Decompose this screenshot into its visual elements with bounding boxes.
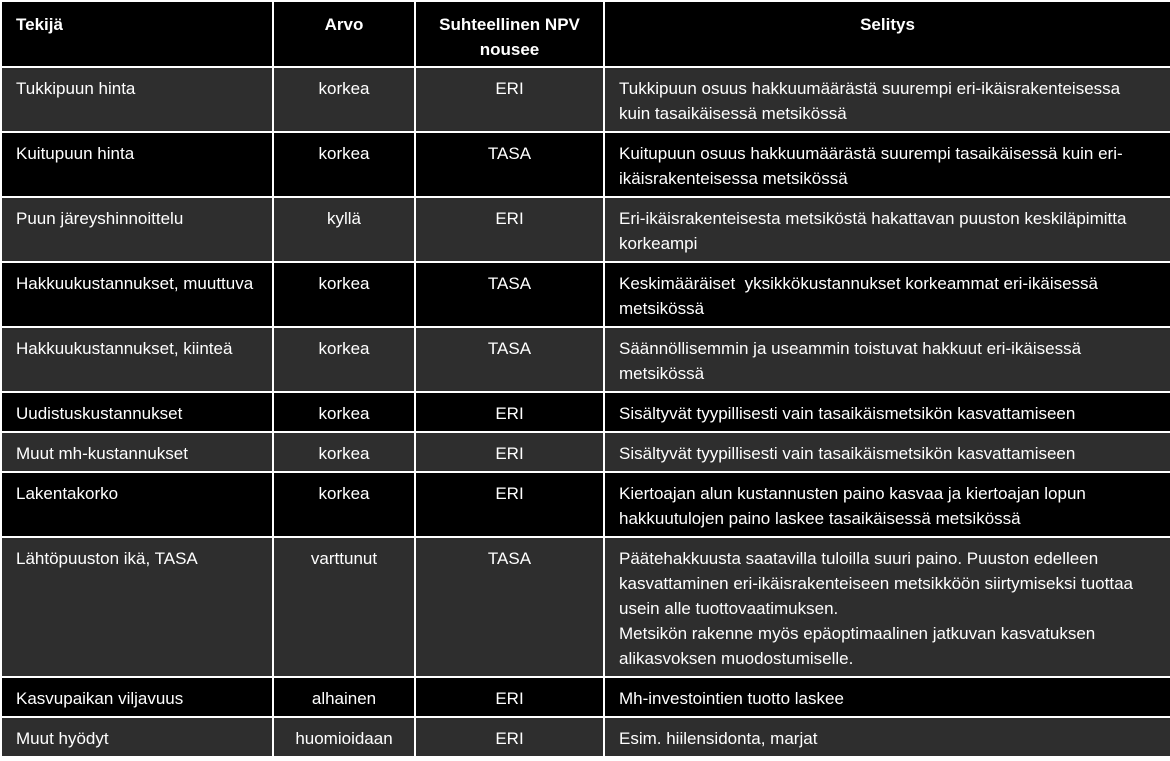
header-row [1,1,1170,67]
cell-arvo: korkea [273,327,415,392]
table-row [1,432,1170,472]
table-row [1,717,1170,757]
cell-npv: TASA [415,327,604,392]
cell-tekija: Puun järeyshinnoittelu [1,197,273,262]
cell-npv: ERI [415,197,604,262]
table-row [1,472,1170,537]
cell-selitys: Eri-ikäisrakenteisesta metsiköstä hakattavan puuston keskiläpimitta korkeampi [604,197,1170,262]
cell-selitys: Sisältyvät tyypillisesti vain tasaikäismetsikön kasvattamiseen [604,392,1170,432]
cell-selitys: Säännöllisemmin ja useammin toistuvat hakkuut eri-ikäisessä metsikössä [604,327,1170,392]
header-tekija: Tekijä [1,1,273,67]
cell-arvo: kyllä [273,197,415,262]
cell-arvo: korkea [273,432,415,472]
cell-npv: ERI [415,392,604,432]
cell-selitys: Kuitupuun osuus hakkuumäärästä suurempi tasaikäisessä kuin eri-ikäisrakenteisessa metsikössä [604,132,1170,197]
table-row [1,392,1170,432]
cell-tekija: Tukkipuun hinta [1,67,273,132]
table-row [1,197,1170,262]
cell-tekija: Kuitupuun hinta [1,132,273,197]
cell-npv: ERI [415,432,604,472]
cell-tekija: Muut mh-kustannukset [1,432,273,472]
cell-npv: ERI [415,472,604,537]
table-row [1,537,1170,677]
cell-selitys: Sisältyvät tyypillisesti vain tasaikäismetsikön kasvattamiseen [604,432,1170,472]
cell-arvo: korkea [273,132,415,197]
cell-tekija: Lähtöpuuston ikä, TASA [1,537,273,677]
header-npv: Suhteellinen NPV nousee [415,1,604,67]
cell-selitys: Päätehakkuusta saatavilla tuloilla suuri paino. Puuston edelleen kasvattaminen eri-ikäisrakenteiseen metsikköön siirtymiseksi tuottaa usein alle tuottovaatimuksen. Metsikön rakenne myös epäoptimaalinen jatkuvan kasvatuksen alikasvoksen muodostumiselle. [604,537,1170,677]
cell-selitys: Mh-investointien tuotto laskee [604,677,1170,717]
cell-tekija: Hakkuukustannukset, muuttuva [1,262,273,327]
cell-tekija: Kasvupaikan viljavuus [1,677,273,717]
cell-tekija: Lakentakorko [1,472,273,537]
table-row [1,132,1170,197]
table-row [1,327,1170,392]
cell-selitys: Tukkipuun osuus hakkuumäärästä suurempi eri-ikäisrakenteisessa kuin tasaikäisessä metsikössä [604,67,1170,132]
cell-tekija: Uudistuskustannukset [1,392,273,432]
cell-npv: TASA [415,132,604,197]
cell-selitys: Kiertoajan alun kustannusten paino kasvaa ja kiertoajan lopun hakkuutulojen paino laskee tasaikäisessä metsikössä [604,472,1170,537]
header-arvo: Arvo [273,1,415,67]
table-row [1,67,1170,132]
cell-arvo: korkea [273,392,415,432]
cell-arvo: huomioidaan [273,717,415,757]
cell-arvo: korkea [273,472,415,537]
cell-npv: ERI [415,67,604,132]
cell-arvo: varttunut [273,537,415,677]
cell-tekija: Muut hyödyt [1,717,273,757]
cell-npv: TASA [415,262,604,327]
cell-npv: ERI [415,717,604,757]
cell-npv: ERI [415,677,604,717]
table-row [1,262,1170,327]
cell-npv: TASA [415,537,604,677]
cell-arvo: alhainen [273,677,415,717]
cell-arvo: korkea [273,262,415,327]
cell-selitys: Keskimääräiset yksikkökustannukset korkeammat eri-ikäisessä metsikössä [604,262,1170,327]
header-selitys: Selitys [604,1,1170,67]
cell-arvo: korkea [273,67,415,132]
table-row [1,677,1170,717]
cell-tekija: Hakkuukustannukset, kiinteä [1,327,273,392]
cell-selitys: Esim. hiilensidonta, marjat [604,717,1170,757]
